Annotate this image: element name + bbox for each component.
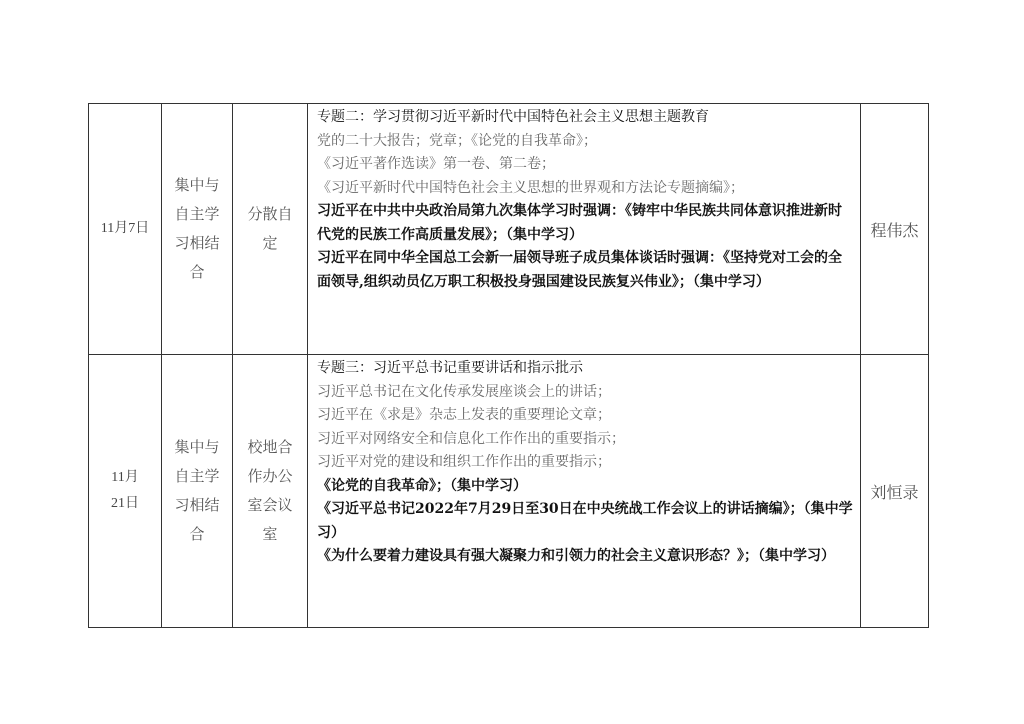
key-material-item: 《习近平总书记2022年7月29日至30日在中央统战工作会议上的讲话摘编》；（集中学习） (317, 501, 853, 541)
topic-title: 专题三：习近平总书记重要讲话和指示批示 (317, 360, 583, 376)
study-form-text: 集中与自主学习相结合 (174, 438, 220, 543)
presenter-name: 程伟杰 (870, 220, 919, 240)
material-item: 习近平总书记在文化传承发展座谈会上的讲话； (317, 383, 611, 400)
study-form-cell (162, 355, 233, 628)
date-text: 11月7日 (100, 221, 150, 236)
content-cell (308, 104, 861, 355)
presenter-cell (861, 104, 929, 355)
material-item: 党的二十大报告；党章；《论党的自我革命》； (317, 132, 597, 149)
location-cell (233, 355, 308, 628)
location-text: 校地合作办公室会议室 (247, 438, 293, 543)
material-item: 《习近平著作选读》第一卷、第二卷； (317, 156, 555, 172)
topic-title: 专题二：学习贯彻习近平新时代中国特色社会主义思想主题教育 (317, 109, 709, 125)
study-form-text: 集中与自主学习相结合 (174, 176, 220, 281)
table-row (89, 104, 929, 355)
key-material-item: 习近平在同中华全国总工会新一届领导班子成员集体谈话时强调：《坚持党对工会的全面领导,组织动员亿万职工积极投身强国建设民族复兴伟业》；（集中学习） (317, 250, 842, 290)
key-material-item: 习近平在中共中央政治局第九次集体学习时强调：《铸牢中华民族共同体意识推进新时代党的民族工作高质量发展》；（集中学习） (317, 203, 842, 243)
date-cell (89, 104, 162, 355)
presenter-cell (861, 355, 929, 628)
location-cell (233, 104, 308, 355)
material-item: 习近平对网络安全和信息化工作作出的重要指示； (317, 430, 625, 447)
presenter-name: 刘恒录 (870, 482, 919, 502)
schedule-table (88, 103, 929, 628)
study-form-cell (162, 104, 233, 355)
material-item: 《习近平新时代中国特色社会主义思想的世界观和方法论专题摘编》； (317, 179, 744, 196)
key-material-item: 《为什么要着力建设具有强大凝聚力和引领力的社会主义意识形态？》；（集中学习） (317, 548, 835, 564)
key-material-item: 《论党的自我革命》；（集中学习） (317, 477, 527, 494)
table-row (89, 355, 929, 628)
location-text: 分散自定 (247, 205, 293, 252)
material-item: 习近平对党的建设和组织工作作出的重要指示； (317, 454, 611, 470)
date-cell (89, 355, 162, 628)
content-cell (308, 355, 861, 628)
material-item: 习近平在《求是》杂志上发表的重要理论文章； (317, 407, 611, 423)
date-text: 11月21日 (111, 470, 139, 511)
